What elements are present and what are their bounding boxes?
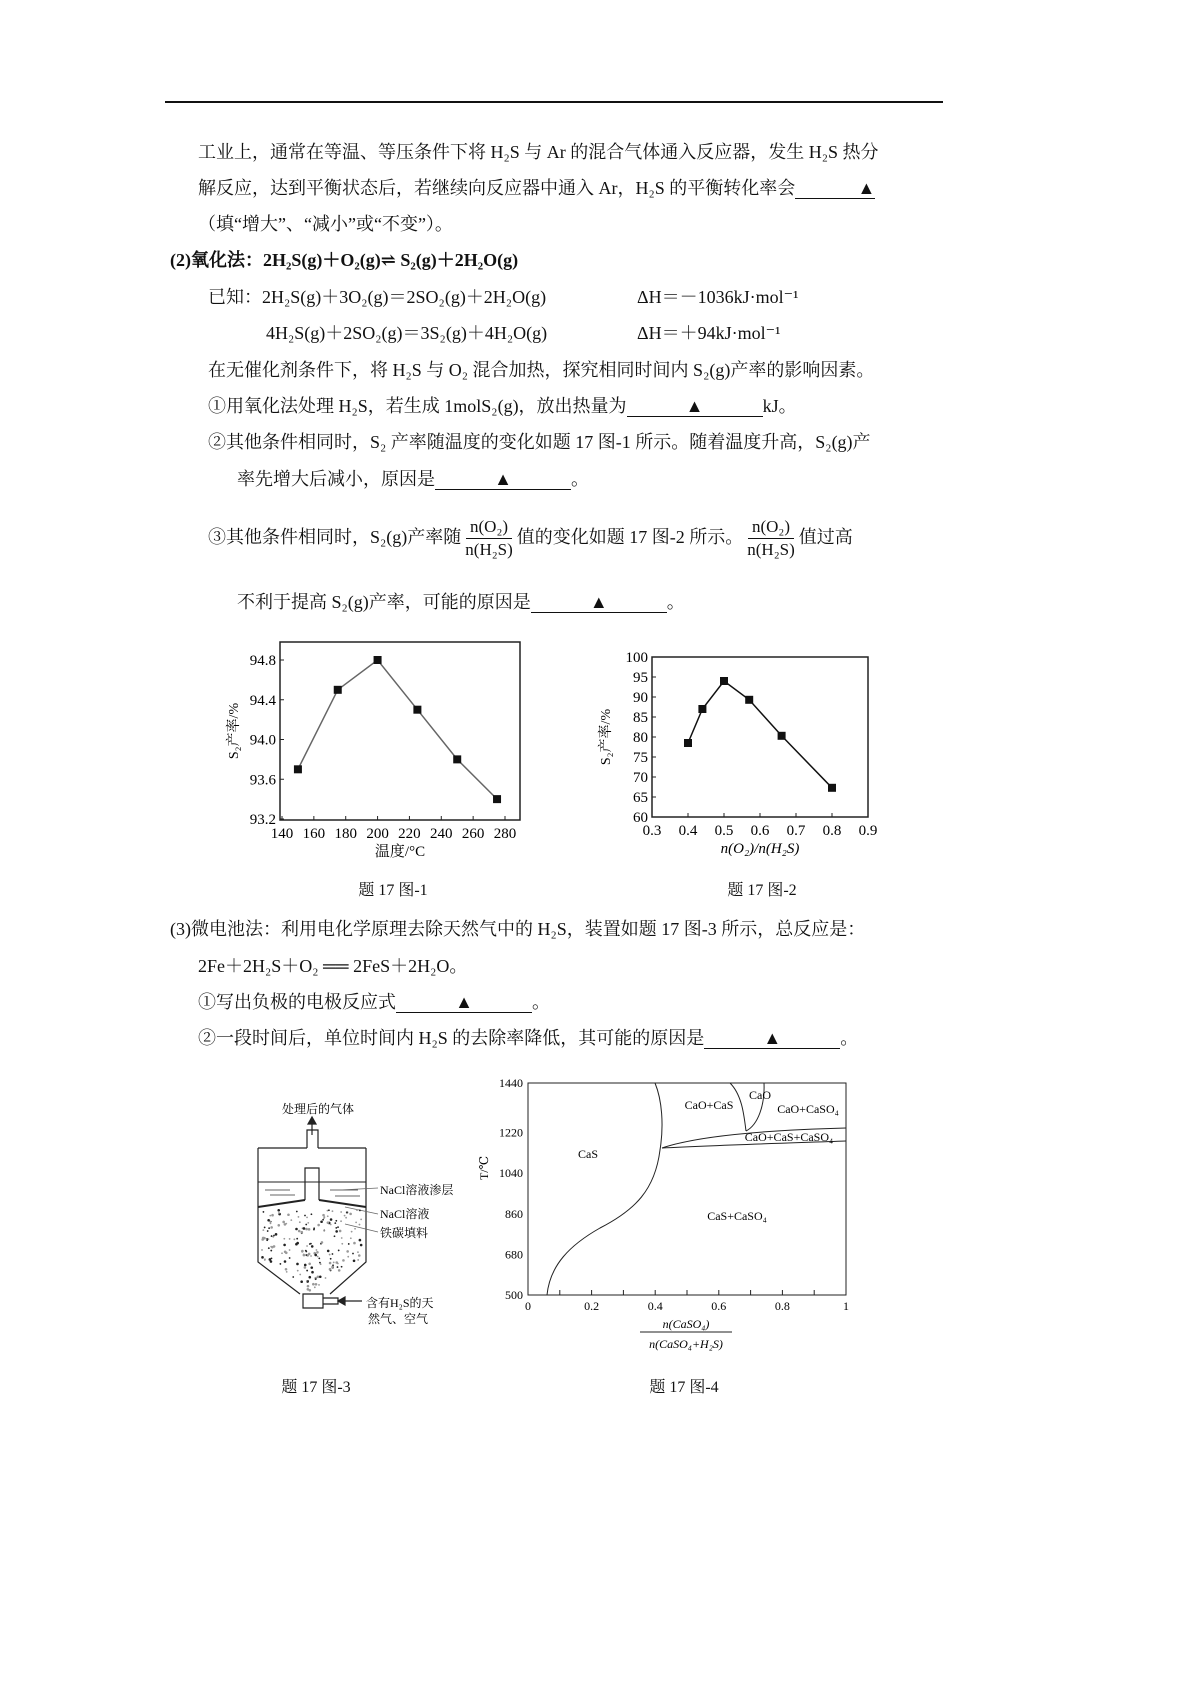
filler-particle: [335, 1220, 337, 1222]
phase-diagram: [528, 1083, 846, 1332]
filler-particle: [295, 1228, 298, 1231]
filler-particle: [289, 1257, 291, 1259]
layer-label: NaCl溶液渗层: [380, 1183, 454, 1197]
filler-particle: [286, 1271, 288, 1273]
y-tick-label: 100: [625, 650, 648, 666]
filler-particle: [334, 1222, 336, 1224]
filler-particle: [360, 1244, 363, 1247]
y-tick-label: 860: [505, 1206, 523, 1221]
y-tick-label: 70: [633, 770, 648, 786]
data-point: [413, 706, 421, 714]
filler-particle: [330, 1224, 332, 1226]
x-tick-label: 0.8: [774, 1299, 790, 1313]
answer-mark: ▲: [685, 396, 704, 416]
filler-particle: [320, 1263, 322, 1265]
filler-particle: [304, 1264, 307, 1267]
x-tick-label: 0.6: [750, 823, 770, 839]
plot-frame: [652, 657, 868, 817]
equation-line: 4H₂S(g)＋2SO₂(g)＝3S₂(g)＋4H₂O(g): [266, 323, 548, 343]
filler-particle: [360, 1219, 362, 1221]
filler-particle: [317, 1224, 320, 1227]
filler-particle: [301, 1250, 304, 1253]
text: ②一段时间后，单位时间内 H₂S 的去除率降低，其可能的原因是: [198, 1028, 705, 1048]
filler-particle: [306, 1216, 308, 1218]
data-point: [453, 755, 461, 763]
filler-particle: [312, 1283, 315, 1286]
filler-particle: [340, 1220, 342, 1222]
filler-particle: [346, 1212, 348, 1214]
series-line: [688, 681, 832, 788]
equation-line: 2Fe＋2H₂S＋O₂ ══ 2FeS＋2H₂O。: [198, 956, 468, 976]
data-point: [294, 765, 302, 773]
filler-particle: [320, 1220, 323, 1223]
data-point: [684, 739, 692, 747]
data-point: [720, 677, 728, 685]
x-tick-label: 0.4: [647, 1299, 663, 1313]
filler-particle: [308, 1289, 311, 1292]
filler-particle: [296, 1263, 299, 1266]
filler-particle: [261, 1249, 263, 1251]
y-tick-label: 94.0: [249, 732, 276, 749]
filler-particle: [347, 1256, 349, 1258]
filler-particle: [349, 1213, 352, 1216]
filler-particle: [287, 1213, 290, 1216]
filler-particle: [328, 1209, 330, 1211]
filler-particle: [264, 1259, 266, 1261]
filler-particle: [269, 1215, 271, 1217]
x-tick-label: 0: [525, 1299, 531, 1313]
data-point: [493, 795, 501, 803]
filler-particle: [298, 1216, 300, 1218]
data-point: [698, 705, 706, 713]
filler-particle: [303, 1227, 306, 1230]
y-tick-label: 1440: [499, 1076, 523, 1090]
x-axis-label-denominator: n(CaSO₄+H₂S): [649, 1337, 723, 1351]
filler-particle: [292, 1276, 294, 1278]
x-tick-label: 0.5: [714, 823, 734, 839]
text: 。: [532, 992, 550, 1012]
filler-particle: [350, 1237, 352, 1239]
section-heading: (2)氧化法：2H₂S(g)＋O₂(g)⇌ S₂(g)＋2H₂O(g): [170, 250, 519, 270]
text: 。: [840, 1028, 859, 1048]
filler-particle: [341, 1237, 343, 1239]
region-label: CaO+CaS+CaSO₄: [744, 1130, 834, 1144]
filler-particle: [346, 1250, 349, 1253]
filler-particle: [357, 1259, 359, 1261]
y-tick-label: 90: [633, 690, 648, 706]
filler-particle: [308, 1228, 311, 1231]
filler-particle: [313, 1227, 315, 1229]
filler-particle: [277, 1224, 280, 1227]
series-line: [298, 660, 497, 799]
filler-particle: [341, 1266, 343, 1268]
x-tick-label: 0.9: [858, 823, 878, 839]
filler-particle: [310, 1266, 313, 1269]
micro-cell-apparatus: [258, 1117, 378, 1308]
filler-particle: [283, 1244, 286, 1247]
filler-particle: [306, 1270, 308, 1272]
filler-particle: [338, 1250, 340, 1252]
filler-particle: [327, 1250, 330, 1253]
filler-particle: [355, 1221, 357, 1223]
filler-particle: [316, 1249, 318, 1251]
filler-particle: [307, 1222, 309, 1224]
x-tick-label: 240: [430, 826, 453, 842]
text: 解反应，达到平衡状态后，若继续向反应器中通入 Ar，H₂S 的平衡转化率会: [198, 178, 796, 198]
filler-particle: [267, 1230, 269, 1232]
region-label: CaO: [749, 1088, 771, 1102]
filler-particle: [318, 1284, 320, 1286]
inlet-label: 含有H₂S的天: [366, 1296, 434, 1310]
region-label: CaO+CaSO₄: [777, 1102, 839, 1116]
filler-particle: [293, 1238, 295, 1240]
x-tick-label: 0.3: [642, 823, 662, 839]
filler-particle: [305, 1224, 307, 1226]
enthalpy-value: ΔH＝－1036kJ·mol⁻¹: [637, 287, 799, 307]
x-tick-label: 140: [270, 826, 294, 842]
filler-particle: [266, 1238, 268, 1240]
filler-particle: [268, 1247, 270, 1249]
y-tick-label: 1220: [499, 1125, 523, 1140]
filler-particle: [271, 1214, 274, 1217]
filler-particle: [298, 1230, 301, 1233]
filler-particle: [315, 1278, 317, 1280]
filler-particle: [359, 1210, 361, 1212]
y-tick-label: 94.8: [249, 653, 276, 669]
filler-particle: [344, 1215, 346, 1217]
text: 值过高: [798, 527, 853, 547]
filler-particle: [329, 1262, 332, 1265]
text: 。: [666, 592, 685, 612]
x-tick-label: 1: [843, 1299, 849, 1313]
numerator: n(O₂): [466, 516, 512, 539]
answer-mark: ▲: [494, 469, 512, 489]
question-line: ②其他条件相同时，S₂ 产率随温度的变化如题 17 图-1 所示。随着温度升高，S₂(g)产: [208, 432, 871, 452]
filler-particle: [284, 1250, 287, 1253]
filler-particle: [304, 1266, 307, 1269]
filler-particle: [305, 1250, 307, 1252]
filler-particle: [339, 1230, 342, 1233]
figure-caption: 题 17 图-3: [281, 1379, 351, 1396]
data-point: [334, 686, 342, 694]
filler-label: 铁碳填料: [380, 1226, 429, 1240]
paragraph-line: 在无催化剂条件下，将 H₂S 与 O₂ 混合加热，探究相同时间内 S₂(g)产率的影响因素。: [208, 360, 875, 380]
x-tick-label: 0.8: [822, 823, 842, 839]
section-heading: (3)微电池法：利用电化学原理去除天然气中的 H₂S，装置如题 17 图-3 所示，总反应是：: [170, 919, 866, 939]
answer-mark: ▲: [763, 1028, 782, 1048]
filler-particle: [321, 1241, 324, 1244]
answer-mark: ▲: [455, 992, 473, 1012]
x-axis-label-numerator: n(CaSO₄): [662, 1317, 710, 1331]
filler-particle: [318, 1258, 320, 1260]
y-tick-label: 60: [633, 810, 648, 826]
region-label: CaS: [577, 1147, 599, 1161]
outlet-label: 处理后的气体: [281, 1102, 355, 1116]
filler-particle: [323, 1217, 325, 1219]
filler-particle: [285, 1223, 287, 1225]
y-tick-label: 500: [505, 1288, 523, 1302]
x-tick-label: 0.4: [678, 823, 698, 839]
filler-particle: [314, 1286, 316, 1288]
filler-particle: [270, 1222, 272, 1224]
filler-particle: [271, 1235, 273, 1237]
filler-particle: [310, 1255, 312, 1257]
filler-particle: [307, 1280, 309, 1282]
filler-particle: [317, 1276, 320, 1279]
equation-line: 已知：2H₂S(g)＋3O₂(g)＝2SO₂(g)＋2H₂O(g): [208, 287, 547, 307]
filler-particle: [275, 1233, 278, 1236]
y-tick-label: 680: [505, 1247, 523, 1262]
filler-particle: [296, 1242, 299, 1245]
solution-label: NaCl溶液: [380, 1207, 430, 1221]
filler-particle: [306, 1245, 308, 1247]
chart-temperature-yield: [225, 642, 520, 860]
filler-particle: [327, 1221, 330, 1224]
y-axis-label: T/℃: [477, 1155, 491, 1181]
x-tick-label: 260: [461, 826, 485, 842]
filler-particle: [277, 1209, 280, 1212]
region-label: CaO+CaS: [684, 1098, 734, 1112]
filler-particle: [297, 1270, 299, 1272]
filler-particle: [315, 1283, 318, 1286]
filler-particle: [289, 1238, 291, 1240]
filler-particle: [300, 1280, 303, 1283]
filler-particle: [278, 1212, 280, 1214]
filler-particle: [348, 1243, 350, 1245]
filler-particle: [353, 1259, 356, 1262]
filler-particle: [262, 1229, 264, 1231]
filler-particle: [289, 1249, 291, 1251]
answer-mark: ▲: [857, 178, 876, 198]
filler-particle: [327, 1215, 329, 1217]
x-tick-label: 0.7: [786, 823, 806, 839]
filler-particle: [341, 1243, 343, 1245]
filler-particle: [340, 1211, 342, 1213]
filler-particle: [311, 1213, 313, 1215]
text: 值的变化如题 17 图-2 所示。: [516, 527, 744, 547]
filler-particle: [319, 1262, 321, 1264]
filler-particle: [268, 1227, 270, 1229]
x-axis-label: 温度/°C: [374, 844, 426, 860]
filler-particle: [273, 1235, 275, 1237]
filler-particle: [335, 1230, 338, 1233]
data-point: [778, 732, 786, 740]
y-tick-label: 85: [633, 710, 648, 726]
filler-particle: [317, 1256, 319, 1258]
filler-particle: [270, 1260, 273, 1263]
x-tick-label: 200: [366, 826, 389, 842]
inner-tube: [305, 1168, 319, 1200]
filler-particle: [337, 1266, 339, 1268]
filler-particle: [299, 1221, 301, 1223]
text: ①用氧化法处理 H₂S，若生成 1molS₂(g)，放出热量为: [208, 396, 627, 416]
x-tick-label: 280: [493, 826, 517, 842]
filler-particle: [335, 1227, 337, 1229]
plot-frame: [280, 642, 520, 820]
x-tick-label: 0.2: [584, 1299, 600, 1313]
filler-particle: [270, 1250, 272, 1252]
filler-particle: [308, 1262, 311, 1265]
filler-particle: [356, 1209, 358, 1211]
filler-particle: [281, 1252, 283, 1254]
filler-particle: [307, 1285, 310, 1288]
filler-particle: [358, 1254, 361, 1257]
y-tick-label: 65: [633, 790, 648, 806]
filler-particle: [330, 1258, 332, 1260]
filler-particle: [311, 1271, 314, 1274]
filler-particle: [351, 1231, 353, 1233]
x-axis-label: n(O₂)/n(H₂S): [720, 841, 800, 857]
filler-particle: [325, 1277, 327, 1279]
filler-particle: [301, 1231, 304, 1234]
data-point: [828, 784, 836, 792]
filler-particle: [308, 1276, 311, 1279]
denominator: n(H₂S): [465, 540, 513, 560]
text: 不利于提高 S₂(g)产率，可能的原因是: [237, 592, 531, 612]
filler-particle: [296, 1238, 298, 1240]
filler-particle: [262, 1237, 265, 1240]
filler-particle: [334, 1235, 336, 1237]
text: ①写出负极的电极反应式: [198, 992, 396, 1012]
filler-particle: [303, 1254, 305, 1256]
filler-particle: [359, 1224, 361, 1226]
inlet-pipe: [303, 1294, 338, 1308]
filler-particle: [261, 1256, 264, 1259]
filler-particle: [270, 1246, 272, 1248]
filler-particle: [345, 1217, 347, 1219]
filler-particle: [319, 1275, 322, 1278]
y-axis-label: S₂产率/%: [227, 702, 242, 760]
text: ③其他条件相同时，S₂(g)产率随: [208, 527, 462, 547]
y-tick-label: 80: [633, 730, 648, 746]
text: 。: [571, 469, 589, 489]
x-tick-label: 220: [398, 826, 421, 842]
filler-particle: [285, 1268, 288, 1271]
text: 率先增大后减小，原因是: [237, 469, 435, 489]
text: kJ。: [762, 396, 797, 416]
filler-particle: [329, 1268, 332, 1271]
filler-particle: [353, 1242, 356, 1245]
filler-particle: [311, 1245, 314, 1248]
filler-particle: [342, 1259, 345, 1262]
y-tick-label: 1040: [499, 1166, 523, 1181]
filler-particle: [354, 1228, 356, 1230]
filler-particle: [359, 1239, 362, 1242]
filler-particle: [330, 1218, 333, 1221]
figure-caption: 题 17 图-4: [649, 1379, 719, 1396]
numerator: n(O₂): [748, 516, 794, 539]
filler-particle: [304, 1215, 306, 1217]
y-tick-label: 93.6: [249, 772, 276, 789]
y-tick-label: 95: [633, 670, 648, 686]
filler-particle: [314, 1254, 317, 1257]
cas-boundary: [547, 1083, 662, 1295]
x-tick-label: 0.6: [711, 1299, 727, 1313]
y-tick-label: 75: [633, 750, 648, 766]
x-tick-label: 160: [302, 826, 326, 842]
filler-particle: [322, 1214, 325, 1217]
filler-particle: [357, 1251, 359, 1253]
filler-particle: [296, 1211, 298, 1213]
filler-particle: [299, 1274, 301, 1276]
data-point: [745, 696, 753, 704]
filler-particle: [332, 1210, 334, 1212]
filler-particle: [316, 1251, 319, 1254]
data-point: [374, 656, 382, 664]
filler-particle: [279, 1263, 281, 1265]
filler-particle: [337, 1226, 339, 1228]
filler-particle: [284, 1260, 287, 1263]
filler-particle: [308, 1253, 311, 1256]
y-axis-label: S₂产率/%: [599, 708, 614, 766]
filler-particle: [270, 1226, 273, 1229]
enthalpy-value: ΔH＝＋94kJ·mol⁻¹: [637, 323, 781, 343]
filler-particle: [329, 1254, 331, 1256]
x-tick-label: 180: [334, 826, 357, 842]
filler-particle: [305, 1254, 307, 1256]
figure-caption: 题 17 图-2: [727, 882, 797, 899]
filler-particle: [282, 1221, 285, 1224]
paragraph-line: （填“增大”、“减小”或“不变”）。: [198, 214, 453, 234]
filler-particle: [335, 1261, 338, 1264]
filler-particle: [310, 1243, 312, 1245]
filler-particle: [264, 1227, 266, 1229]
filler-particle: [323, 1230, 325, 1232]
filler-particle: [322, 1219, 324, 1221]
filler-particle: [338, 1269, 341, 1272]
filler-particle: [263, 1211, 265, 1213]
figure-caption: 题 17 图-1: [358, 882, 428, 899]
paragraph-line: 工业上，通常在等温、等压条件下将 H₂S 与 Ar 的混合气体通入反应器，发生 H₂S 热分: [198, 142, 879, 162]
y-tick-label: 94.4: [249, 692, 276, 709]
filler-particle: [333, 1262, 335, 1264]
filler-particle: [283, 1238, 285, 1240]
filler-particle: [290, 1219, 292, 1221]
denominator: n(H₂S): [747, 540, 795, 560]
filler-particle: [305, 1228, 308, 1231]
region-label: CaS+CaSO₄: [707, 1209, 767, 1223]
filler-particle: [332, 1253, 334, 1255]
filler-particle: [352, 1253, 354, 1255]
filler-particle: [267, 1219, 270, 1222]
y-tick-label: 93.2: [249, 812, 276, 828]
chart-ratio-yield: [597, 650, 877, 857]
answer-mark: ▲: [589, 592, 608, 612]
filler-particle: [332, 1264, 334, 1266]
inlet-label: 然气、空气: [368, 1312, 429, 1326]
